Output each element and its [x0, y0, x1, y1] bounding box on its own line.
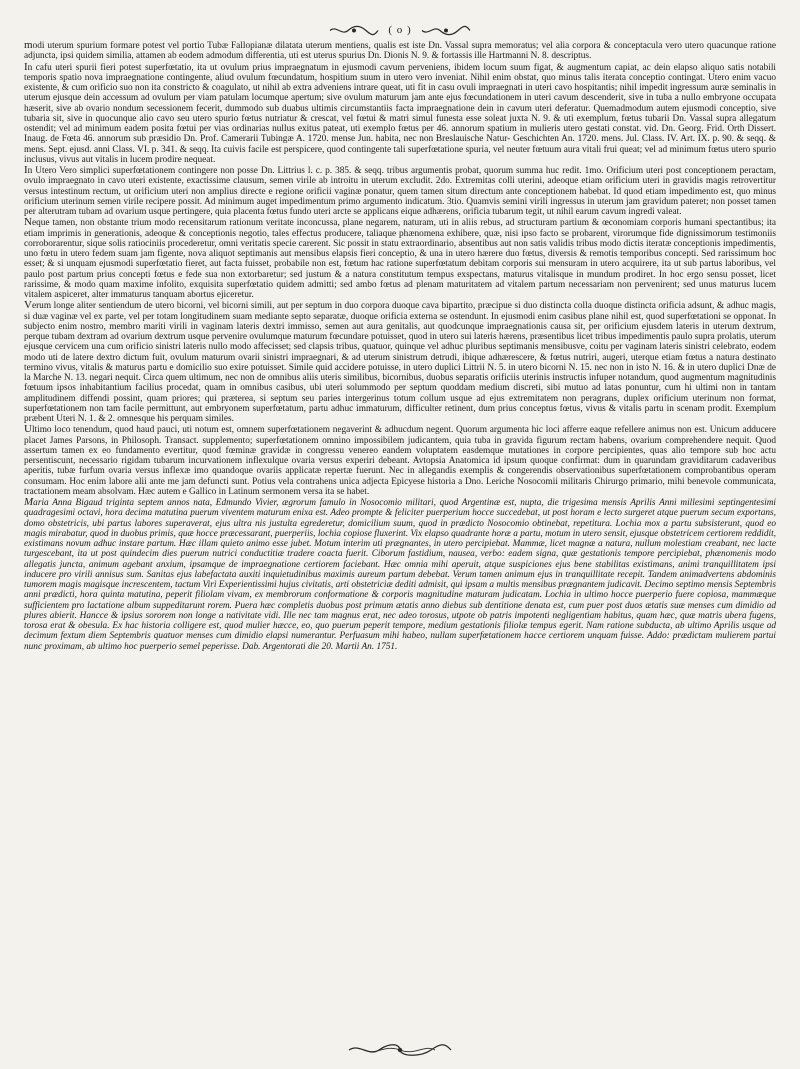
page-footer — [0, 1043, 800, 1057]
paragraph-lead: I — [24, 60, 28, 73]
header-ornament-right-icon — [420, 25, 472, 36]
paragraph-lead: M — [24, 496, 34, 508]
footer-ornament-icon — [345, 1043, 455, 1057]
paragraph-text: odi uterum spurium formare potest vel portio Tubæ Fallopianæ dilatata uterum mentiens, qualis est iste Dn. Vassal supra memoratus; vel alia corpora & conceptacula vero utero quacunque ratione adjuncta, ipsi quidem similia, attamen ab eodem admodum differentia, uti est uterus spurius Dn. Dionis N. 9. & fortassis ille Hartmanni N. 8. descriptus. — [24, 41, 776, 62]
paragraph-5 — [24, 300, 776, 424]
paragraph-1 — [24, 40, 776, 62]
paragraph-lead: U — [24, 423, 32, 436]
paragraph-6 — [24, 424, 776, 497]
paragraph-text: eque tamen, non obstante trium modo recensitarum rationum veritate inconcussa, plane negarem, naturam, uti in aliis rebus, ad structuram partium & œconomiam corporis humani spectantibus; ita etiam imprimis in generationis, adeoque & conceptionis negotio, tales effectus producere, taliaque phænomena exhibere, quæ, nisi ipso facto se probarent, virorumque fide dignissimorum testimoniis corroborarentur, sique solis ratiociniis procederetur, omni veritatis specie carerent. Sic possit in statu extraordinario, absentibus aut non satis validis tribus modo dictis iteratæ conceptionis impedimentis, uno fœtu in utero fedem suam jam figente, nova aliquot septimanis aut mensibus elapsis fieri conceptio, & una in utero hærere duo fœtus, diversis & remotis temporibus concepti. Sed rarissimum hoc esset; & si unquam ejusmodi superfœtatio fieret, aut facta fuisset, probabile non est, fœtum hac ratione superfœtatum debitam corporis sui mensuram in utero acquirere, ita ut sub partus laboribus, vel paulo post partum prius concepti fœtus e fede sua non extorbaretur; sed justum & a natura constitutum tempus exspectans, maturus vitalisque in mundum prodiret. In hoc ergo sensu posset, licet rarissime, & modo quam maxime infolito, exquisita superfœtatio quidem admitti; sed ambo fœtus ad plenam maturitatem ad vitalem partum necessariam non pervenirent; sed unus maturus lucem vitalem aspiceret, alter immaturus tanquam abortus ejiceretur. — [24, 218, 776, 300]
paragraph-2 — [24, 62, 776, 166]
page-header — [24, 22, 776, 38]
paragraph-lead: N — [24, 216, 32, 229]
page-body — [24, 40, 776, 652]
paragraph-text: n cafu uteri spurii fieri potest superfœtatio, ita ut ovulum prius impraegnatum in ejusmodi cavum perveniens, ibidem locum suum figat, & augmentum capiat, ac dein elapso aliquo satis notabili temporis spatio nova impraegnatione contingente, aliud ovulum fœcundatum, hospitium suum in utero vero inveniat. Nihil enim obstat, quo minus talis iterata conceptio contingat. Utero enim vacuo existente, & cum orificio suo non ita constricto & coagulato, ut nihil ab extra adveniens intrare queat, uti fit in casu ovuli impraegnati in uteri cavo hospitantis; nihil impedit ingressum auræ seminalis in uterum ejusque dein accessum ad ovulum per viam patulam locumque apertum; sive ovulum maturum jam ante ejus fœcundationem in uteri cavum descenderit, sive in tuba a nullo embryone occupata hæserit, sive ab ovario nondum secessionem fecerit, dummodo sub duabus ultimis circumstantiis facta impraegnatione dein in cavum uteri deferatur. Quemadmodum autem ejusmodi conceptio, sive tubaria sit, sive in quocunque alio cavo seu utero spurio fœtus nutriatur & crescat, vel fœtui & matri simul funesta esse soleat juxta N. 9. & uti exemplum, fœtus tubarii Dn. Vassal supra allegatum ostendit; vel ad minimum eadem posita fœtui per vias ordinarias nullus exitus pateat, uti exemplo fœtus per 46. annorum spatium in mulieris utero gestati constat. vid. Dn. Georg. Frid. Orth Dissert. Inaug. de Fœta 46. annorum sub præsidio Dn. Prof. Camerarii Tubingæ A. 1720. mense Jun. habita, nec non Breslauische Natur- Geschichten An. 1720. mens. Jul. Class. IV. Art. IX. p. 90. & seqq. & mens. Sept. ejusd. anni Class. VI. p. 341. & seqq. Ita cuivis facile est perspicere, quod contingente tali superfœtatione spuria, vel neuter fœtuum aura vitali frui queat; vel ad minimum fœtus utero spurio inclusus, vivus aut vitalis in lucem prodire nequeat. — [24, 62, 776, 165]
paragraph-3 — [24, 165, 776, 217]
paragraph-4 — [24, 217, 776, 300]
paragraph-text: ltimo loco tenendum, quod haud pauci, uti notum est, omnem superfœtationem negaverint & adhucdum negent. Quorum argumenta hic loci afferre eaque refellere animus non est. Unicum adducere placet James Parsons, in Philosoph. Transact. supplemento; superfœtationem omnino impossibilem judicantem, quia tuba in gravida figurum rectam habens, ovarium comprehendere nequit. Quod assertum tamen ex eo fundamento evertitur, quod fœminæ gravidæ in congressu venereo eandem voluptatem easdemque mutationes in corpore percipientes, quas alio tempore sub hoc actu persentiscunt, necessario rigidam tubarum incurvationem inflexulque ovaria versus experiri debeant. Avtopsia Anatomica id ipsum quoque confirmat: dum in quarundam graviditarum cadaveribus aperitis, tubæ furfum ovaria versus inflexæ imo quandoque ovariis applicatæ repertæ fuerunt. Nec in allegandis exemplis & congerendis observationibus superfœtationem comprobantibus operam consumam. Hoc enim labore alii ante me jam defuncti sunt. Potius vela contrahens unica adjecta Epicyese historia a Dno. Leriche Nosocomii militaris Chirurgo primario, mihi benevole communicata, tractationem meam absolvam. Hæc autem e Gallico in Latinum sermonem versa ita se habet. — [24, 425, 776, 497]
paragraph-text: aria Anna Bigaud triginta septem annos nata, Edmundo Vivier, ægrorum famulo in Nosocomio militari, quod Argentinæ est, nupta, die trigesima mensis Aprilis Anni millesimi septingentesimi quadragesimi octavi, hora decima matutina puerum viventem maturum enixa est. Adeo prompte & feliciter puerperium hocce succedebat, ut post horam e lecto surgeret atque puerum secum exportans, domo obstetricis, ubi partus labores superaverat, ejus ultra nis justulta egrederetur, domicilium suum, quod in prædicto Nosocomio obtinebat, repetitura. Lochia mox a partu subsisterunt, quod eo magis mirabatur, quod in duobus primis, quæ hocce præcessarant, puerperiis, lochia copiose fluxerint. Vix elapso quadrante horæ a partu, motum in utero sensit, ejusque obstetricem certiorem reddidit, existimans novum adhuc instare partum. Hæc illam quieto animo esse jubet. Motum interim uti prægnantes, in utero percipiebat. Mammæ, licet magnæ a natura, nullum molestiam creabant, nec lacte turgescebant, ita ut post quindecim dies puerum nutrici conductitiæ tradere coacta fuerit. Ciborum fastidium, nausea, verbo: eadem signa, quæ gestationis tempore percipiebat, phænomenis modo allegatis juncta, animum agebant anxium, ipsamque de impraegnatione certiorem faciebant. Hæc omnia mihi aperuit, atque suspiciones ejus bene stabilitas existimans, animi tranquillitatem ipsi inducere pro virili annisus sum. Sanitas ejus labefactata auxiti inquietudinibus maximis aureum partum debebat. Verum tamen animum ejus in tranquillitate recepit. Tandem animadvertens abdominis tumorem magis magisque increscentem, tactum Viri Experientissimi hujus civitatis, arti obstetriciæ dediti admisit, qui ipsam a multis mensibus prægnantem judicavit. Decimo septimo mensis Septembris anni prædicti, hora quinta matutina, peperit filiolam vivam, ex membrorum conformatione & corporis magnitudine maturam judicatam. Lochia in ultimo hocce puerperio fuere copiosa, mammæque sufficientem pro lactatione album suppeditarunt rorem. Puera hæc completis duobus post primum ætatis anno diebus sub dentitione denata est, cum puer post duos ætatis suæ menses cum dimidio ad plures abierit. Hancce & ipsius sororem non longe a nativitate vidi. Ille nec tam magnus erat, nec adeo torosus, utpote ob patris impotenti negligentiam habitus, quam hæc, quæ matris ubera fugens, torosa erat & obesula. Ex hac historia colligere est, quod mulier hæcce, eo, quo puerum peperit tempore, medium gestationis filiolæ tempus egerit. Nam ratione subducta, ab ultimo Aprilis usque ad decimum fextum diem Septembris quatuor menses cum dimidio elapsi numerantur. Perfuasum mihi habeo, nullam superfœtationem hacce certiorem unquam fuisse. Addo: prædictam mulierem partui nunc proximam, ab ultimo hoc puerperio semel peperisse. Dab. Argentorati die 20. Martii An. 1751. — [24, 498, 776, 652]
paragraph-lead: I — [24, 164, 28, 176]
paragraph-text: erum longe aliter sentiendum de utero bicorni, vel bicorni simili, aut per septum in duo corpora duoque cava bipartito, præcipue si duo distincta colla duoque distincta orificia adsunt, & adhuc magis, si duæ vaginæ vel ex parte, vel per totam longitudinem suam mediante septo separatæ, duoque orificia externa se ostendunt. In ejusmodi enim casibus plane nihil est, quod superfœtationi se opponat. In subjecto enim nostro, membro mariti virili in vaginam lateris dextri immisso, semen aut aura genitalis, aut quodcunque impraegnationis causa sit, per orificium ejusdem lateris in uterum dextrum, perque tubam dextram ad ovarium dextrum usque pervenire ovulumque maturum fœcundare potuisset, quod in utero sui lateris hærens, præsentibus licet tribus impedimentis paulo supra prolatis, uterum ejusque cervicem una cum orificio sinistri lateris nullo modo affecisset; sed clapsis tribus, quatuor, quinque vel adhuc pluribus septimanis mensibusve, coitu per vaginam lateris sinistri celebrato, eodem modo uti de latere dextro dictum fuit, ovulum maturum ovarii sinistri impraegnari, & ad uterum sinistrum detrudi, ibique adhærescere, & fœtus nutriri, augeri, uterque etiam fœtus a natura destinato termino vivus, vitalis & maturus partu e domicilio suo exire potuisset. Simile quid accidere potuisse, in utero duplici Littrii N. 5. in utero bicorni N. 15. nec non in isto N. 16. & in utero duplici Dnæ de la Marche N. 13. negari nequit. Circa quem ultimum, nec non de omnibus aliis uteris similibus, bicornibus, duobus separatis orificiis uterinis instructis infuper notandum, quod augmentum magnitudinis fœtuum ipsos inhabitantium facilius procedat, quam in omnibus casibus, ubi uteri solummodo per septum quoddam medium discreti, sibi mutuo ad latas ponuntur, cum hi ultimi non in tantam amplitudinem diffendi possint, quam priores; qui præterea, si septum seu paries intergerinus totum collum usque ad ejus extremitatem non peragrans, duplex orificium uterinum non format, superfœtationem non tam facile permittunt, aut embryonem superfœtatum, partu adhuc immaturum, difficulter retinent, dum prius conceptus fœtus, vivus & vitalis partu in scenam prodit. Exemplum præbent Uteri N. 1. & 2. omnesque his perquam similes. — [24, 301, 776, 424]
paragraph-lead: V — [24, 299, 32, 312]
paragraph-text: n Utero Vero simplici superfœtationem contingere non posse Dn. Littrius l. c. p. 385. & seqq. tribus argumentis probat, quorum summa huc redit. 1mo. Orificium uteri post conceptionem peractam, ovulo impraegnato in cavo uteri existente, exactissime clausum, semen virile ab introitu in uterum excludit. 2do. Extremitas colli uterini, adeoque etiam orificium uteri in gravidis magis retrovertitur versus intestinum rectum, ut orificium uteri non amplius directe e regione orificii vaginæ ponatur, quem tamen situm directum ante conceptionem habebat. Id quod etiam impedimento est, quo minus orificium uterinum semen virile recipere possit. Ad minimum auget impedimentum primo argumento indicatum. 3tio. Quamvis semini virili ingressus in uterum jam gravidum pateret; non posset tamen per alterutram tubam ad ovarium usque pertingere, quia placenta fœtus fundo uteri arcte se applicans eique adhærens, orificia tubarum tegit, ut nihil earum cavum ingredi valeat. — [24, 166, 776, 217]
header-ornament-left-icon — [328, 25, 380, 36]
folio-number: ( o ) — [388, 24, 412, 36]
case-history-paragraph — [24, 497, 776, 652]
paragraph-lead: m — [24, 39, 33, 51]
